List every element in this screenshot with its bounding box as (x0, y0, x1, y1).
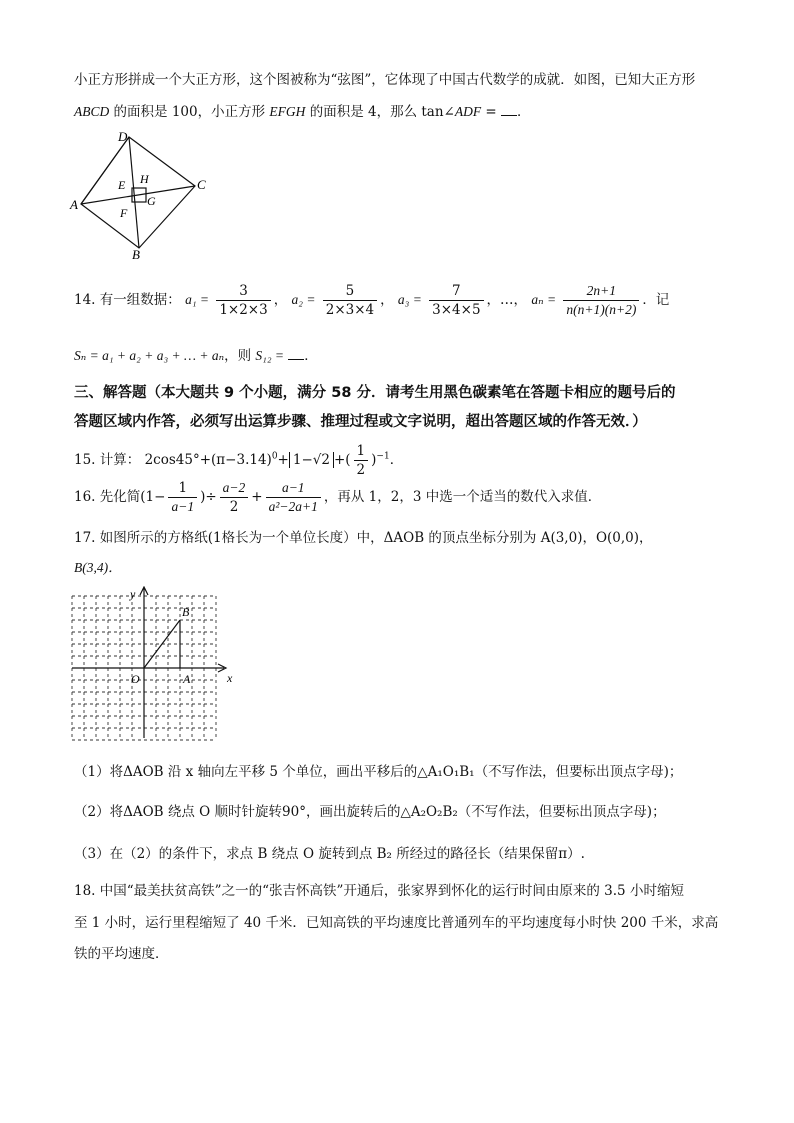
label-g: G (147, 194, 156, 208)
diagonal-db (129, 137, 139, 248)
absolute-value: 1−√2 (289, 452, 334, 468)
string-figure-diagram (68, 125, 218, 265)
big-square-name: ABCD (74, 104, 110, 119)
label-a: A (70, 197, 78, 212)
question-17-part-3: （3）在（2）的条件下，求点 B 绕点 O 旋转到点 B₂ 所经过的路径长（结果保留π）. (74, 846, 585, 862)
question-17-part-1: （1）将ΔAOB 沿 x 轴向左平移 5 个单位，画出平移后的△A₁O₁B₁（不写作法，但要标出顶点字母)； (74, 764, 683, 780)
fraction-a3: $\frac{7}{3\times 4\times 5}$ (429, 282, 483, 319)
label-o: O (131, 672, 140, 686)
question-17-part-2: （2）将ΔAOB 绕点 O 顺时针旋转90°，画出旋转后的△A₂O₂B₂（不写作法，但要标出顶点字母)； (74, 804, 666, 820)
label-b: B (182, 605, 190, 619)
y-axis-label: y (130, 587, 136, 601)
fraction-3: $\frac{a-1}{\text{a²−2a+1}}$ (266, 479, 321, 516)
label-e: E (118, 178, 126, 192)
label-a: A (183, 672, 191, 686)
diagonal-ac (81, 186, 195, 204)
label-c: C (197, 177, 206, 192)
fraction-2: $\frac{a-2}{2}$ (220, 479, 249, 516)
question-17-line-2: B(3,4)． (74, 560, 122, 575)
x-axis-label: x (227, 671, 233, 685)
question-16: 16. 先化简(1− $\frac{1}{a-1}$ )÷ $\frac{a-2}{2}$ + $\frac{a-1}{\text{a²−2a+1}}$ ，再从 1，2，3 中选一个适当的数代入求值． (74, 480, 602, 515)
question-14: 14. 有一组数据： a₁ = $\frac{3}{1\times 2\times 3}$ ， a₂ = $\frac{5}{2\times 3\times 4}$ ， a₃ = $\frac{7}{3\times 4\times 5}$ ，…， aₙ = $\frac{2n+1}{n(n+1)(n+2)}$ ．记 (74, 283, 670, 318)
coordinate-grid-figure (68, 586, 236, 746)
question-17-line-1: 17. 如图所示的方格纸(1格长为一个单位长度）中，ΔAOB 的顶点坐标分别为 A(3,0)，O(0,0)， (74, 530, 653, 546)
label-f: F (120, 206, 128, 220)
label-d: D (118, 129, 128, 144)
fraction-a1: $\frac{3}{1\times 2\times 3}$ (216, 282, 270, 319)
fraction-one-half: $\frac{1}{2}$ (354, 442, 369, 479)
question-18-line-3: 铁的平均速度． (74, 946, 169, 962)
intro-line-2: ABCD 的面积是 100，小正方形 EFGH 的面积是 4，那么 tan∠ADF = ． (74, 104, 531, 120)
fraction-1: $\frac{1}{a-1}$ (168, 479, 197, 516)
section-3-heading-line-1: 三、解答题（本大题共 9 个小题，满分 58 分．请考生用黑色碳素笔在答题卡相应的题号后的 (74, 385, 676, 401)
section-3-heading-line-2: 答题区域内作答，必须写出运算步骤、推理过程或文字说明，超出答题区域的作答无效．） (74, 414, 647, 430)
label-h: H (140, 172, 149, 186)
question-15: 15. 计算： $2\cos 45^\circ+(\pi-3.14)^0+ 1-√2$ +( $\frac{1}{2}$ )$^{-1}$． (74, 443, 404, 478)
question-18-line-2: 至 1 小时，运行里程缩短了 40 千米．已知高铁的平均速度比普通列车的平均速度每小时快 200 千米，求高 (74, 915, 719, 931)
small-square-name: EFGH (269, 104, 306, 119)
fraction-an: $\frac{2n+1}{n(n+1)(n+2)}$ (563, 282, 639, 319)
label-b: B (132, 247, 140, 262)
fraction-a2: $\frac{5}{2\times 3\times 4}$ (323, 282, 377, 319)
answer-blank (288, 347, 304, 360)
question-14-line-2: Sₙ = a₁ + a₂ + a₃ + … + aₙ，则 S₁₂ = ． (74, 348, 318, 364)
intro-line-1: 小正方形拼成一个大正方形，这个图被称为“弦图”，它体现了中国古代数学的成就．如图，已知大正方形 (74, 72, 696, 88)
question-18-line-1: 18. 中国“最美扶贫高铁”之一的“张吉怀高铁”开通后，张家界到怀化的运行时间由原来的 3.5 小时缩短 (74, 883, 684, 899)
answer-blank (501, 103, 517, 116)
